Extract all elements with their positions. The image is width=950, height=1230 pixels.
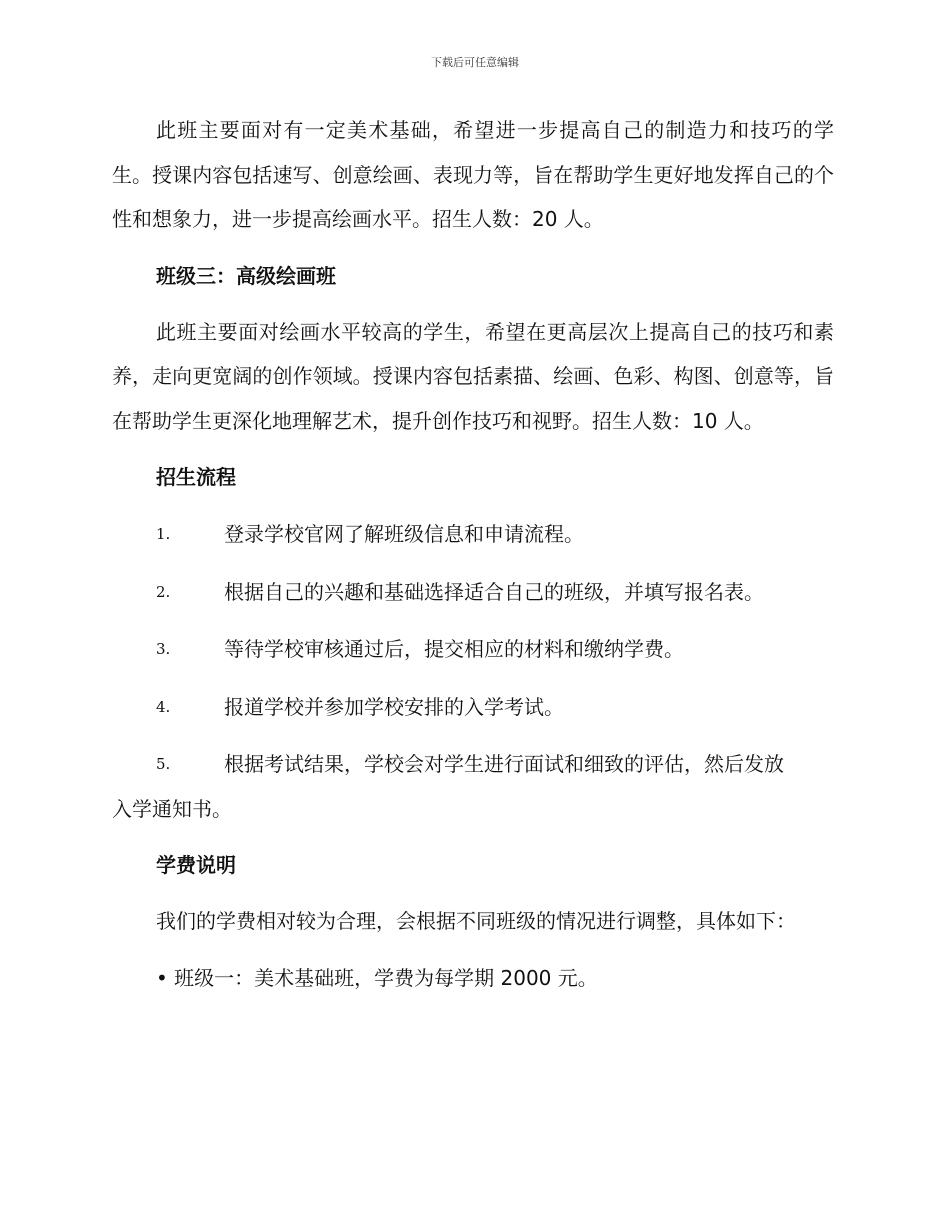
step-number: 3. [156, 640, 171, 658]
step-text: 根据考试结果，学校会对学生进行面试和细致的评估，然后发放 [224, 752, 784, 776]
step-text: 登录学校官网了解班级信息和申请流程。 [224, 522, 584, 546]
step-number: 1. [156, 525, 171, 543]
step-number: 4. [156, 697, 171, 716]
fees-intro: 我们的学费相对较为合理，会根据不同班级的情况进行调整，具体如下： [156, 909, 796, 933]
step-number: 5. [156, 755, 171, 773]
process-step [112, 685, 834, 730]
class3-title: 班级三：高级绘画班 [156, 263, 336, 288]
step-text: 报道学校并参加学校安排的入学考试。 [224, 694, 564, 719]
class3-description: 此班主要面对绘画水平较高的学生，希望在更高层次上提高自己的技巧和素养，走向更宽阔的创作领域。授课内容包括素描、绘画、色彩、构图、创意等，旨在帮助学生更深化地理解艺术，提升创作技巧和视野。招生人数：10 人。 [112, 319, 834, 433]
page-header: 下载后可任意编辑 [431, 56, 519, 69]
step-text: 等待学校审核通过后，提交相应的材料和缴纳学费。 [224, 637, 684, 661]
process-step [112, 570, 834, 615]
process-step [112, 742, 834, 787]
process-title: 招生流程 [156, 465, 236, 489]
class2-description: 此班主要面对有一定美术基础，希望进一步提高自己的制造力和技巧的学生。授课内容包括速写、创意绘画、表现力等，旨在帮助学生更好地发挥自己的个性和想象力，进一步提高绘画水平。招生人数：20 人。 [112, 118, 834, 231]
document-body [112, 108, 834, 1000]
step-number: 2. [156, 582, 171, 601]
fees-title: 学费说明 [156, 853, 236, 877]
step-text: 根据自己的兴趣和基础选择适合自己的班级，并填写报名表。 [224, 579, 764, 604]
process-steps [112, 512, 834, 831]
fee-item: • 班级一：美术基础班，学费为每学期 2000 元。 [156, 965, 598, 990]
step-continuation: 入学通知书。 [112, 796, 232, 821]
process-step [112, 512, 834, 557]
process-step [112, 627, 834, 672]
